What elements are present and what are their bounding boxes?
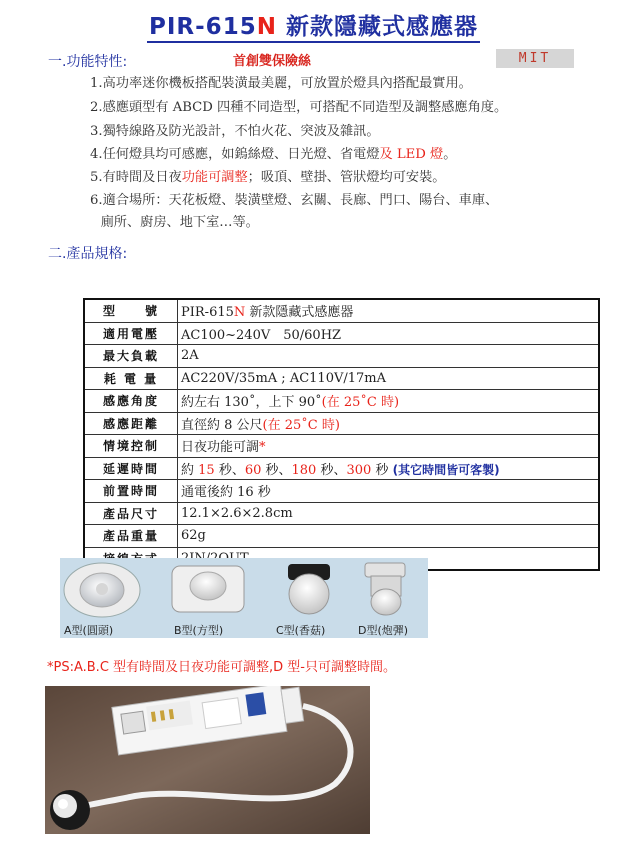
spec-label-delay: 延遲時間 bbox=[84, 457, 178, 480]
spec-label-angle: 感應角度 bbox=[84, 390, 178, 413]
table-row bbox=[84, 435, 599, 458]
badge-mit: MIT bbox=[496, 49, 574, 68]
badge-dual-fuse: 首創雙保險絲 bbox=[233, 54, 312, 69]
sensor-a-caption: A型(圓頭) bbox=[64, 624, 114, 637]
table-row bbox=[84, 367, 599, 390]
table-row bbox=[84, 457, 599, 480]
spec-value-warmup: 通電後約 16 秒 bbox=[178, 480, 600, 503]
spec-value-delay: 約 15 秒、60 秒、180 秒、300 秒 (其它時間皆可客製) bbox=[178, 457, 600, 480]
sensor-d-image bbox=[365, 563, 405, 615]
table-row bbox=[84, 502, 599, 525]
table-row bbox=[84, 525, 599, 548]
spec-label-power: 耗 電 量 bbox=[84, 367, 178, 390]
feature-item: 6.適合場所：天花板燈、裝潢壁燈、玄關、長廊、門口、陽台、車庫、 bbox=[90, 193, 499, 208]
title-model-suffix: N bbox=[256, 14, 277, 40]
sensor-c-caption: C型(香菇) bbox=[276, 624, 326, 637]
spec-label-model: 型 號 bbox=[84, 299, 178, 322]
section-heading-specs: 二.產品規格: bbox=[48, 246, 128, 262]
spec-label-mode: 情境控制 bbox=[84, 435, 178, 458]
ps-note: *PS:A.B.C 型有時間及日夜功能可調整,D 型-只可調整時間。 bbox=[47, 660, 396, 675]
feature-item: 5.有時間及日夜功能可調整；吸頂、壁掛、管狀燈均可安裝。 bbox=[90, 170, 446, 185]
table-row bbox=[84, 345, 599, 368]
spec-value-load: 2A bbox=[178, 345, 600, 368]
table-row bbox=[84, 390, 599, 413]
spec-value-mode: 日夜功能可調* bbox=[178, 435, 600, 458]
feature-item: 1.高功率迷你機板搭配裝潢最美麗，可放置於燈具內搭配最實用。 bbox=[90, 76, 472, 91]
sensor-heads-illustration bbox=[60, 558, 428, 620]
table-row bbox=[84, 322, 599, 345]
spec-value-model: PIR-615N 新款隱藏式感應器 bbox=[178, 299, 600, 322]
sensor-d-caption: D型(炮彈) bbox=[358, 624, 409, 637]
title-product-name: 新款隱藏式感應器 bbox=[285, 14, 478, 40]
spec-label-load: 最大負載 bbox=[84, 345, 178, 368]
table-row bbox=[84, 480, 599, 503]
sensor-types-panel bbox=[60, 558, 428, 638]
spec-value-voltage: AC100~240V 50/60HZ bbox=[178, 322, 600, 345]
spec-label-voltage: 適用電壓 bbox=[84, 322, 178, 345]
spec-label-distance: 感應距離 bbox=[84, 412, 178, 435]
feature-item: 4.任何燈具均可感應，如鎢絲燈、日光燈、省電燈及 LED 燈。 bbox=[90, 147, 457, 162]
table-row bbox=[84, 299, 599, 322]
product-photo-illustration bbox=[45, 686, 370, 834]
sensor-a-image bbox=[64, 563, 140, 617]
sensor-b-caption: B型(方型) bbox=[174, 624, 224, 637]
spec-table bbox=[83, 298, 600, 571]
spec-value-distance: 直徑約 8 公尺(在 25˚C 時) bbox=[178, 412, 600, 435]
sensor-c-image bbox=[288, 564, 330, 614]
sensor-b-image bbox=[172, 566, 244, 612]
feature-item: 2.感應頭型有 ABCD 四種不同造型，可搭配不同造型及調整感應角度。 bbox=[90, 100, 508, 115]
spec-value-size: 12.1×2.6×2.8cm bbox=[178, 502, 600, 525]
section-heading-features: 一.功能特性: bbox=[48, 54, 128, 70]
product-photo bbox=[45, 686, 370, 834]
spec-value-angle: 約左右 130˚，上下 90˚(在 25˚C 時) bbox=[178, 390, 600, 413]
feature-item: 廁所、廚房、地下室…等。 bbox=[88, 215, 259, 230]
spec-label-warmup: 前置時間 bbox=[84, 480, 178, 503]
feature-item: 3.獨特線路及防光設計，不怕火花、突波及雜訊。 bbox=[90, 124, 380, 139]
spec-label-size: 產品尺寸 bbox=[84, 502, 178, 525]
spec-label-weight: 產品重量 bbox=[84, 525, 178, 548]
title-model: PIR-615 bbox=[149, 14, 257, 40]
table-row bbox=[84, 412, 599, 435]
page-title bbox=[0, 8, 627, 41]
spec-value-power: AC220V/35mA ; AC110V/17mA bbox=[178, 367, 600, 390]
spec-value-weight: 62g bbox=[178, 525, 600, 548]
